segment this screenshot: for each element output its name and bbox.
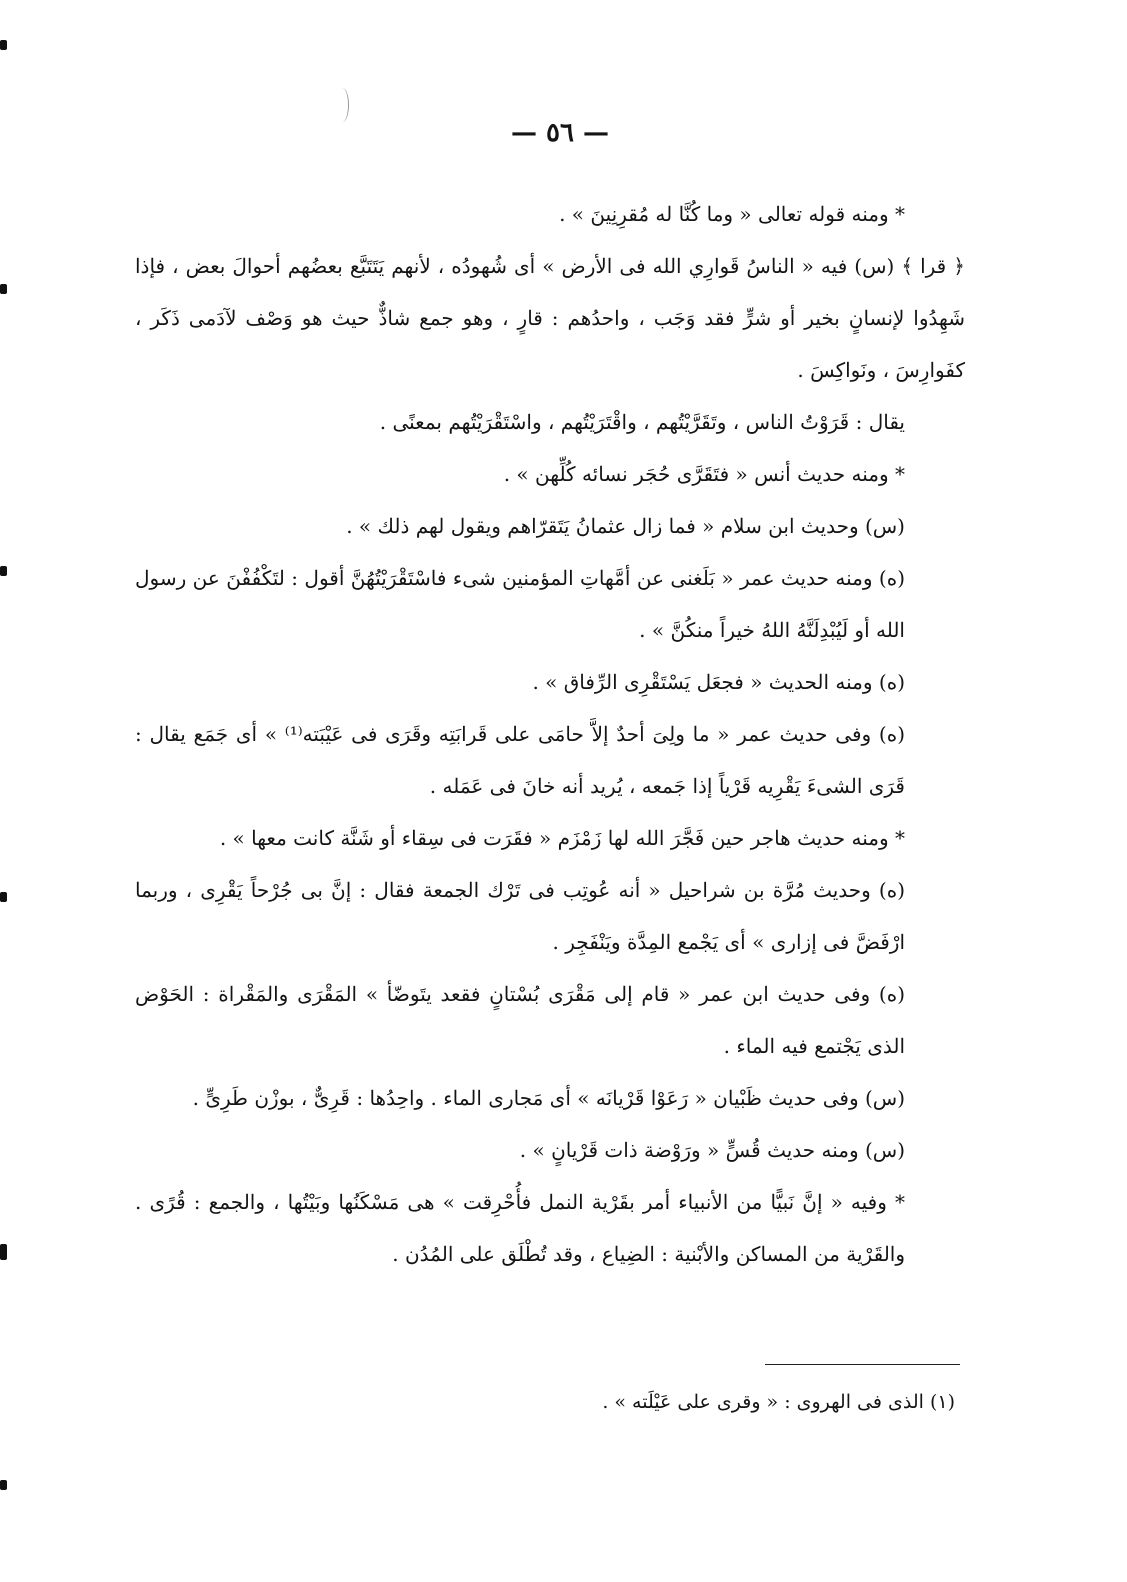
- page-number: — ٥٦ —: [510, 118, 610, 148]
- binding-mark: [0, 284, 7, 294]
- paragraph-5: (س) وحديث ابن سلام « فما زال عثمانُ يَتَقرّاهم ويقول لهم ذلك » .: [346, 514, 905, 538]
- binding-mark: [0, 1480, 7, 1490]
- binding-mark: [0, 1244, 7, 1260]
- paragraph-13: (س) ومنه حديث قُسٍّ « ورَوْضة ذات قَرْيانٍ » .: [519, 1138, 905, 1162]
- paragraph-1: * ومنه قوله تعالى « وما كُنَّا له مُقرِنِينَ » .: [559, 202, 905, 226]
- paragraph-14: * وفيه « إنَّ نَبيًّا من الأنبياء أمر بقَرْية النمل فأُحْرِقت » هى مَسْكَنُها وبَيْتُها ، والجمع : قُرًى . والقَرْية من المساكن والأبْنية : الضِياع ، وقد تُطْلَق على المُدُن .: [135, 1190, 905, 1266]
- paragraph-2: ﴿ قرا ﴾ (س) فيه « الناسُ قَوارِي الله فى الأرض » أى شُهودُه ، لأنهم يَتَتَبَّع بعضُهم أحوالَ بعض ، فإذا شَهِدُوا لإنسانٍ بخير أو شرٍّ فقد وَجَب ، واحدُهم : قارٍ ، وهو جمع شاذٌّ حيث هو وَصْف لآدَمى ذَكَر ، كفَوارِسَ ، ونَواكِسَ .: [135, 254, 965, 382]
- paragraph-3: يقال : قَرَوْتُ الناس ، وتَقَرَّيْتُهم ، واقْتَرَيْتُهم ، واسْتَقْرَيْتُهم بمعنًى .: [379, 410, 905, 434]
- paragraph-12: (س) وفى حديث ظَبْيان « رَعَوْا قَرْيانَه » أى مَجارى الماء . واحِدُها : قَرِىٌّ ، بوزْن طَرِىٍّ .: [192, 1086, 905, 1110]
- binding-mark: [0, 40, 7, 50]
- paragraph-6: (ه) ومنه حديث عمر « بَلَغنى عن أمَّهاتِ المؤمنين شىء فاسْتَقْرَيْتُهُنَّ أقول : لتَكْفُفْنَ عن رسول الله أو لَيُبْدِلَنَّهُ اللهُ خيراً منكُنَّ » .: [135, 566, 905, 642]
- binding-mark: [0, 892, 7, 902]
- paragraph-7: (ه) ومنه الحديث « فجعَل يَسْتَقْرِى الرِّفاق » .: [532, 670, 905, 694]
- paragraph-4: * ومنه حديث أنس « فتَقَرَّى حُجَر نسائه كُلِّهن » .: [503, 462, 905, 486]
- footnote-divider: [765, 1364, 960, 1365]
- entry-text: [135, 188, 965, 1280]
- binding-mark: [0, 566, 7, 576]
- footnote: (١) الذى فى الهروى : « وقرى على عَيْلَته » .: [602, 1391, 955, 1413]
- pencil-mark: [336, 88, 349, 122]
- paragraph-9: * ومنه حديث هاجر حين فَجَّرَ الله لها زَمْزَم « فقَرَت فى سِقاء أو شَنَّة كانت معها » .: [219, 826, 905, 850]
- paragraph-11: (ه) وفى حديث ابن عمر « قام إلى مَقْرَى بُسْتانٍ فقعد يتَوضّأ » المَقْرَى والمَقْراة : الحَوْض الذى يَجْتمع فيه الماء .: [135, 982, 905, 1058]
- paragraph-8: (ه) وفى حديث عمر « ما ولِىَ أحدٌ إلاَّ حامَى على قَرابَتِه وقَرَى فى عَيْبَته⁽¹⁾ » أى جَمَع يقال : قَرَى الشىءَ يَقْرِيه قَرْياً إذا جَمعه ، يُريد أنه خانَ فى عَمَله .: [135, 722, 905, 798]
- paragraph-10: (ه) وحديث مُرَّة بن شراحيل « أنه عُوتِب فى تَرْك الجمعة فقال : إنَّ بى جُرْحاً يَقْرِى ، وربما ارْفَضَّ فى إزارى » أى يَجْمع المِدَّة ويَنْفَجِر .: [135, 878, 905, 954]
